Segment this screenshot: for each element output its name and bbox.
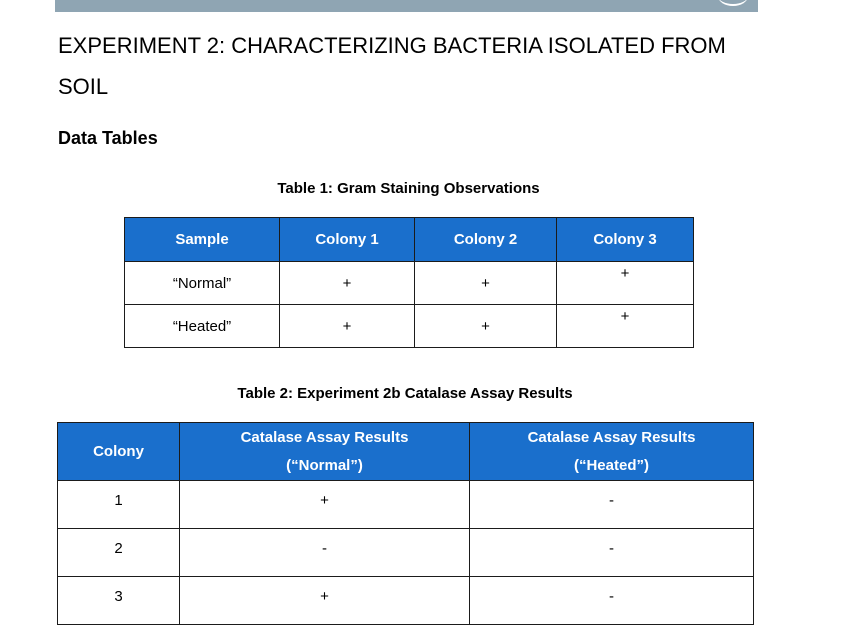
column-header-colony-2: Colony 2 [415, 218, 557, 262]
table-cell: - [470, 577, 754, 625]
section-heading: Data Tables [58, 128, 158, 148]
table-row [125, 305, 694, 348]
logo-swoosh-icon [718, 0, 748, 6]
gram-staining-table [124, 217, 694, 348]
table-cell: + [280, 262, 415, 305]
table-cell: + [557, 262, 694, 305]
table-cell: - [180, 529, 470, 577]
table-row [58, 529, 754, 577]
header-line: Catalase Assay Results [240, 428, 409, 446]
header-line: (“Normal”) [286, 456, 363, 474]
column-header-colony-1: Colony 1 [280, 218, 415, 262]
column-header-catalase-heated [470, 423, 754, 481]
table-cell: 3 [58, 577, 180, 625]
table-cell: + [415, 305, 557, 348]
table-header-row [125, 218, 694, 262]
table-row [58, 481, 754, 529]
table-row [125, 262, 694, 305]
table-header-row [58, 423, 754, 481]
table-cell: + [557, 305, 694, 348]
table-cell: + [180, 577, 470, 625]
table-cell: 1 [58, 481, 180, 529]
table-cell: 2 [58, 529, 180, 577]
table-cell: - [470, 481, 754, 529]
table-cell: “Heated” [125, 305, 280, 348]
column-header-colony [58, 423, 180, 481]
column-header-sample: Sample [125, 218, 280, 262]
page-title: EXPERIMENT 2: CHARACTERIZING BACTERIA ISOLATED FROM SOIL [58, 33, 726, 99]
header-line: Colony [93, 442, 144, 460]
column-header-colony-3: Colony 3 [557, 218, 694, 262]
page-header-bar [55, 0, 758, 12]
header-line: (“Heated”) [573, 456, 649, 474]
table-cell: - [470, 529, 754, 577]
column-header-catalase-normal [180, 423, 470, 481]
table-row [58, 577, 754, 625]
table1-caption: Table 1: Gram Staining Observations [277, 180, 540, 197]
table-cell: + [415, 262, 557, 305]
catalase-assay-table [57, 422, 754, 625]
table-cell: + [280, 305, 415, 348]
header-line: Catalase Assay Results [527, 428, 696, 446]
table2-caption: Table 2: Experiment 2b Catalase Assay Results [237, 385, 573, 402]
table-cell: + [180, 481, 470, 529]
table-cell: “Normal” [125, 262, 280, 305]
